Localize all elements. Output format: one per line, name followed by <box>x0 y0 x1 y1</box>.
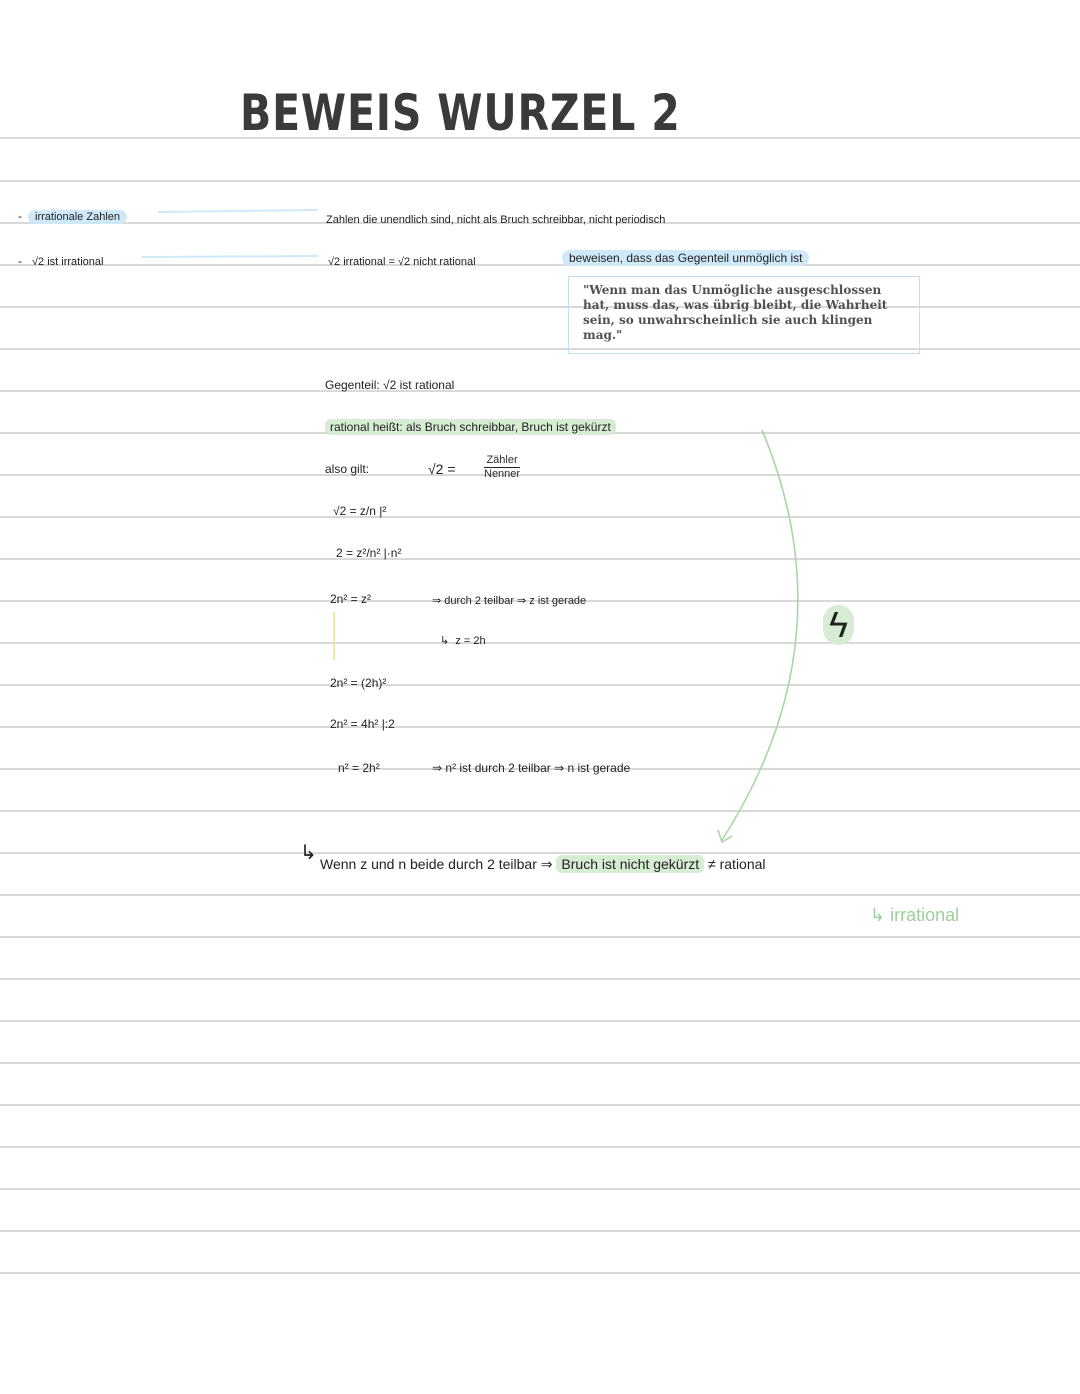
proof-step-3-sub <box>440 634 486 647</box>
proof-method <box>562 251 809 265</box>
proof-step-4: 2n² = (2h)² <box>330 676 387 690</box>
bullet-2: - <box>18 254 22 268</box>
fraction-numerator: Zähler <box>484 454 520 468</box>
conclusion-part-2: Bruch ist nicht gekürzt <box>556 855 704 873</box>
proof-step-6-note: ⇒ n² ist durch 2 teilbar ⇒ n ist gerade <box>432 761 631 775</box>
proof-step-5: 2n² = 4h² |:2 <box>330 717 395 731</box>
proof-step-6: n² = 2h² <box>338 761 380 775</box>
definition-text-irrational-numbers: Zahlen die unendlich sind, nicht als Bruch schreibbar, nicht periodisch <box>326 214 666 226</box>
proof-step-3-note: ⇒ durch 2 teilbar ⇒ z ist gerade <box>432 595 587 607</box>
sub-arrow-icon: ↳ <box>440 635 450 647</box>
proof-step-2: 2 = z²/n² |·n² <box>336 546 402 560</box>
conclusion-line <box>320 856 766 873</box>
fraction <box>484 454 520 481</box>
fraction-denominator: Nenner <box>484 468 521 480</box>
proof-eq1-lhs: √2 = <box>428 461 456 477</box>
proof-meaning <box>325 420 616 434</box>
definition-label-irrational-numbers <box>28 211 127 223</box>
proof-step-1: √2 = z/n |² <box>333 504 387 518</box>
conclusion-part-3: ≠ rational <box>708 856 766 872</box>
proof-also-gilt: also gilt: <box>325 462 370 476</box>
conclusion-result: ↳ irrational <box>870 905 960 925</box>
proof-step-3: 2n² = z² <box>330 592 372 606</box>
definition-label-text: irrationale Zahlen <box>28 210 127 224</box>
conclusion-arrow-icon: ↳ <box>300 842 317 864</box>
proof-meaning-text: rational heißt: als Bruch schreibbar, Bruch ist gekürzt <box>325 419 616 435</box>
bullet-1: - <box>18 209 22 223</box>
definition-label-sqrt2: √2 ist irrational <box>32 256 104 268</box>
conclusion-part-1: Wenn z und n beide durch 2 teilbar ⇒ <box>320 856 553 872</box>
page-title: BEWEIS WURZEL 2 <box>240 84 681 142</box>
proof-assumption: Gegenteil: √2 ist rational <box>325 378 455 392</box>
quote-box: "Wenn man das Unmögliche ausgeschlossen hat, muss das, was übrig bleibt, die Wahrheit sein, so unwahrscheinlich sie auch klingen mag." <box>568 276 920 354</box>
proof-method-text: beweisen, dass das Gegenteil unmöglich ist <box>562 250 809 266</box>
contradiction-symbol: ϟ <box>823 605 854 645</box>
proof-step-3-sub-text: z = 2h <box>455 635 486 647</box>
definition-text-sqrt2: √2 irrational = √2 nicht rational <box>328 256 476 268</box>
contradiction-icon <box>823 605 854 645</box>
